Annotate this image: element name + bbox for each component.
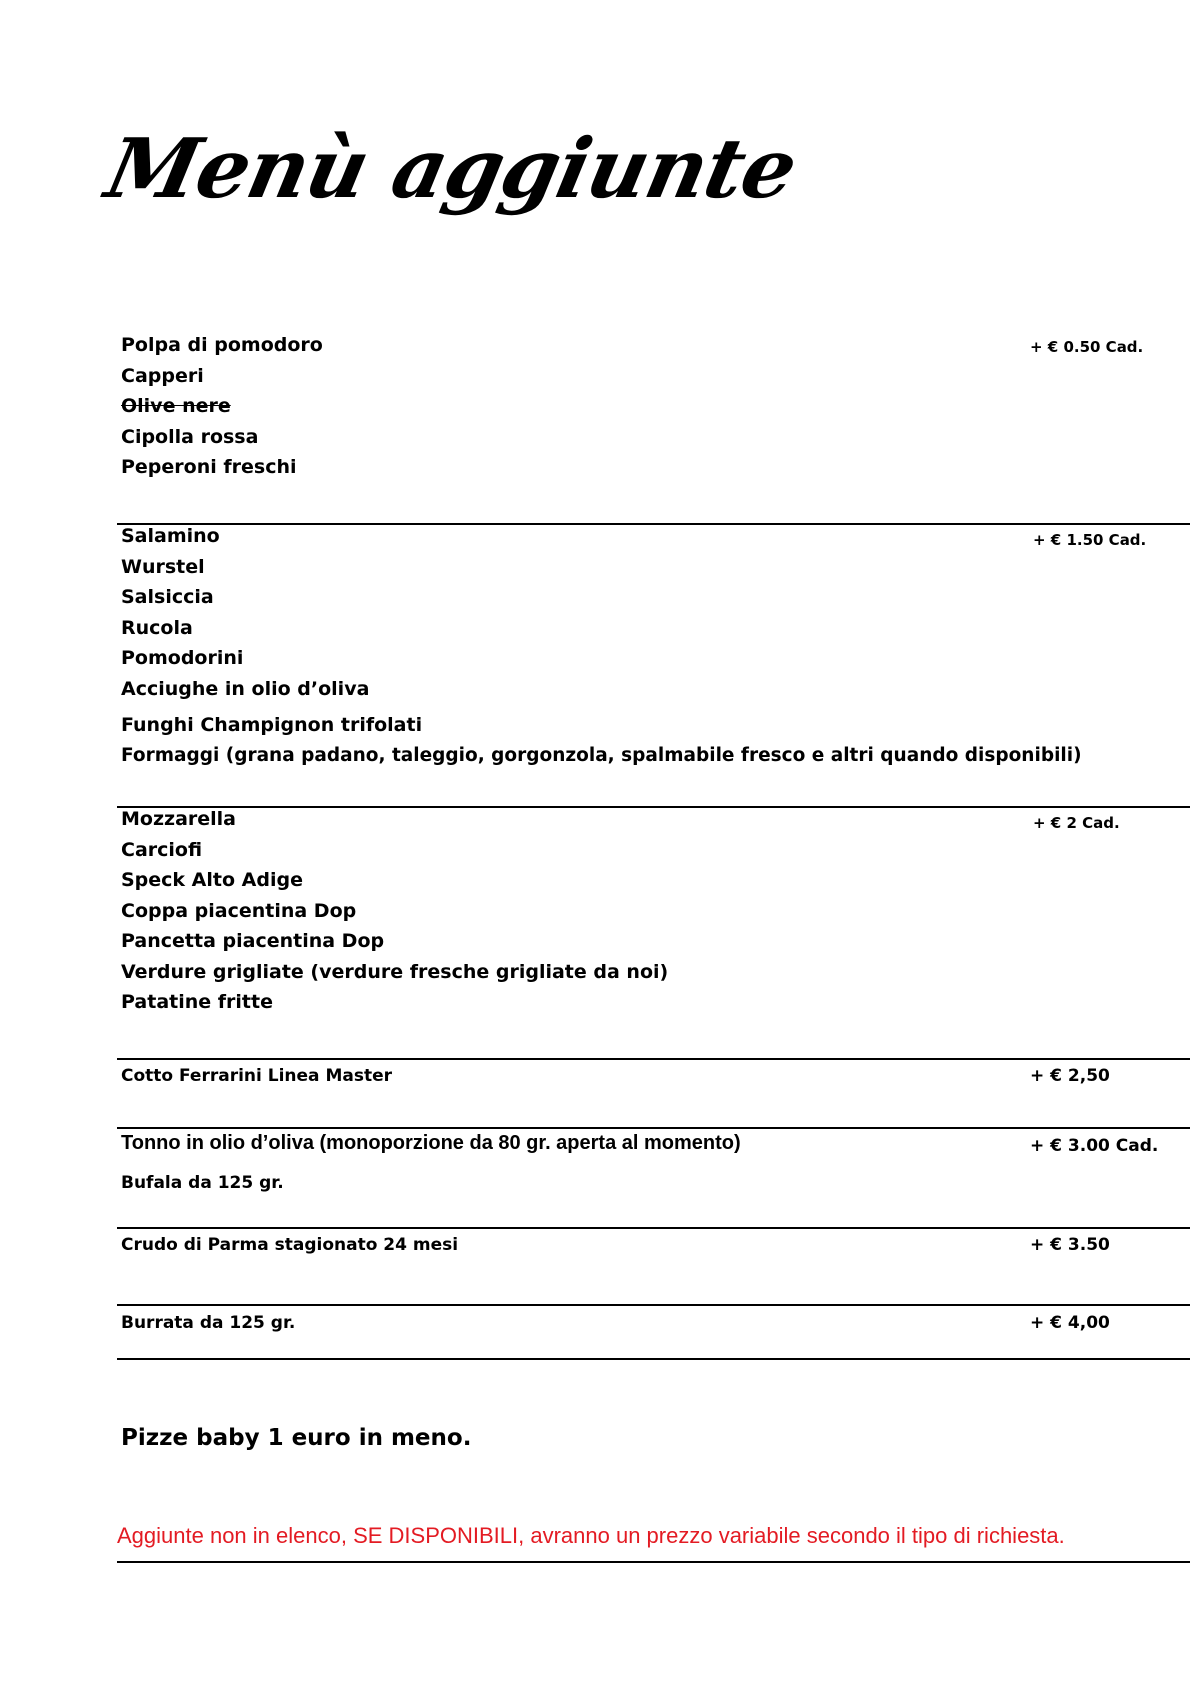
list-item: Rucola <box>121 616 193 639</box>
item-list <box>121 330 323 483</box>
divider <box>117 1561 1190 1563</box>
list-item: Salamino <box>121 525 220 547</box>
list-item: Funghi Champignon trifolati <box>121 714 423 736</box>
list-item: Acciughe in olio d’oliva <box>121 677 370 700</box>
price-label: + € 3.00 Cad. <box>1030 1136 1159 1156</box>
price-label: + € 4,00 <box>1030 1313 1110 1333</box>
list-item-struck: Olive nere <box>121 395 231 417</box>
item-list <box>121 521 1082 771</box>
price-label: + € 2,50 <box>1030 1066 1110 1086</box>
list-item: Patatine fritte <box>121 991 273 1013</box>
list-item: Polpa di pomodoro <box>121 334 323 356</box>
list-item: Tonno in olio d’oliva (monoporzione da 80 gr. aperta al momento) <box>121 1132 741 1154</box>
list-item: Mozzarella <box>121 808 237 830</box>
list-item: Wurstel <box>121 555 205 578</box>
disclaimer-text: Aggiunte non in elenco, SE DISPONIBILI, avranno un prezzo variabile secondo il tipo di richiesta. <box>117 1523 1065 1548</box>
divider <box>117 1358 1190 1360</box>
list-item: Crudo di Parma stagionato 24 mesi <box>121 1235 459 1255</box>
item-list <box>121 1230 458 1261</box>
price-label: + € 2 Cad. <box>1033 814 1120 832</box>
item-list <box>121 804 668 1018</box>
list-item: Salsiccia <box>121 586 214 608</box>
list-item: Carciofi <box>121 838 203 861</box>
list-item: Peperoni freschi <box>121 456 297 478</box>
list-item: Verdure grigliate (verdure fresche grigliate da noi) <box>121 960 669 983</box>
list-item: Formaggi (grana padano, taleggio, gorgonzola, spalmabile fresco e altri quando disponibili) <box>121 744 1082 766</box>
baby-pizza-note: Pizze baby 1 euro in meno. <box>121 1425 472 1451</box>
list-item: Cotto Ferrarini Linea Master <box>121 1066 392 1086</box>
price-label: + € 3.50 <box>1030 1235 1110 1255</box>
divider <box>117 1304 1190 1306</box>
list-item: Pomodorini <box>121 647 244 669</box>
divider <box>117 1227 1190 1229</box>
item-list <box>121 1128 741 1199</box>
list-item: Burrata da 125 gr. <box>121 1313 296 1333</box>
list-item: Speck Alto Adige <box>121 869 303 891</box>
list-item: Cipolla rossa <box>121 425 259 448</box>
list-item: Coppa piacentina Dop <box>121 899 357 922</box>
price-label: + € 1.50 Cad. <box>1033 531 1147 549</box>
item-list <box>121 1308 295 1339</box>
list-item: Capperi <box>121 364 204 387</box>
list-item: Pancetta piacentina Dop <box>121 930 385 952</box>
price-label: + € 0.50 Cad. <box>1030 338 1144 356</box>
page-title: Menù aggiunte <box>98 121 805 217</box>
item-list <box>121 1061 392 1092</box>
list-item: Bufala da 125 gr. <box>121 1173 284 1193</box>
divider <box>117 1058 1190 1060</box>
